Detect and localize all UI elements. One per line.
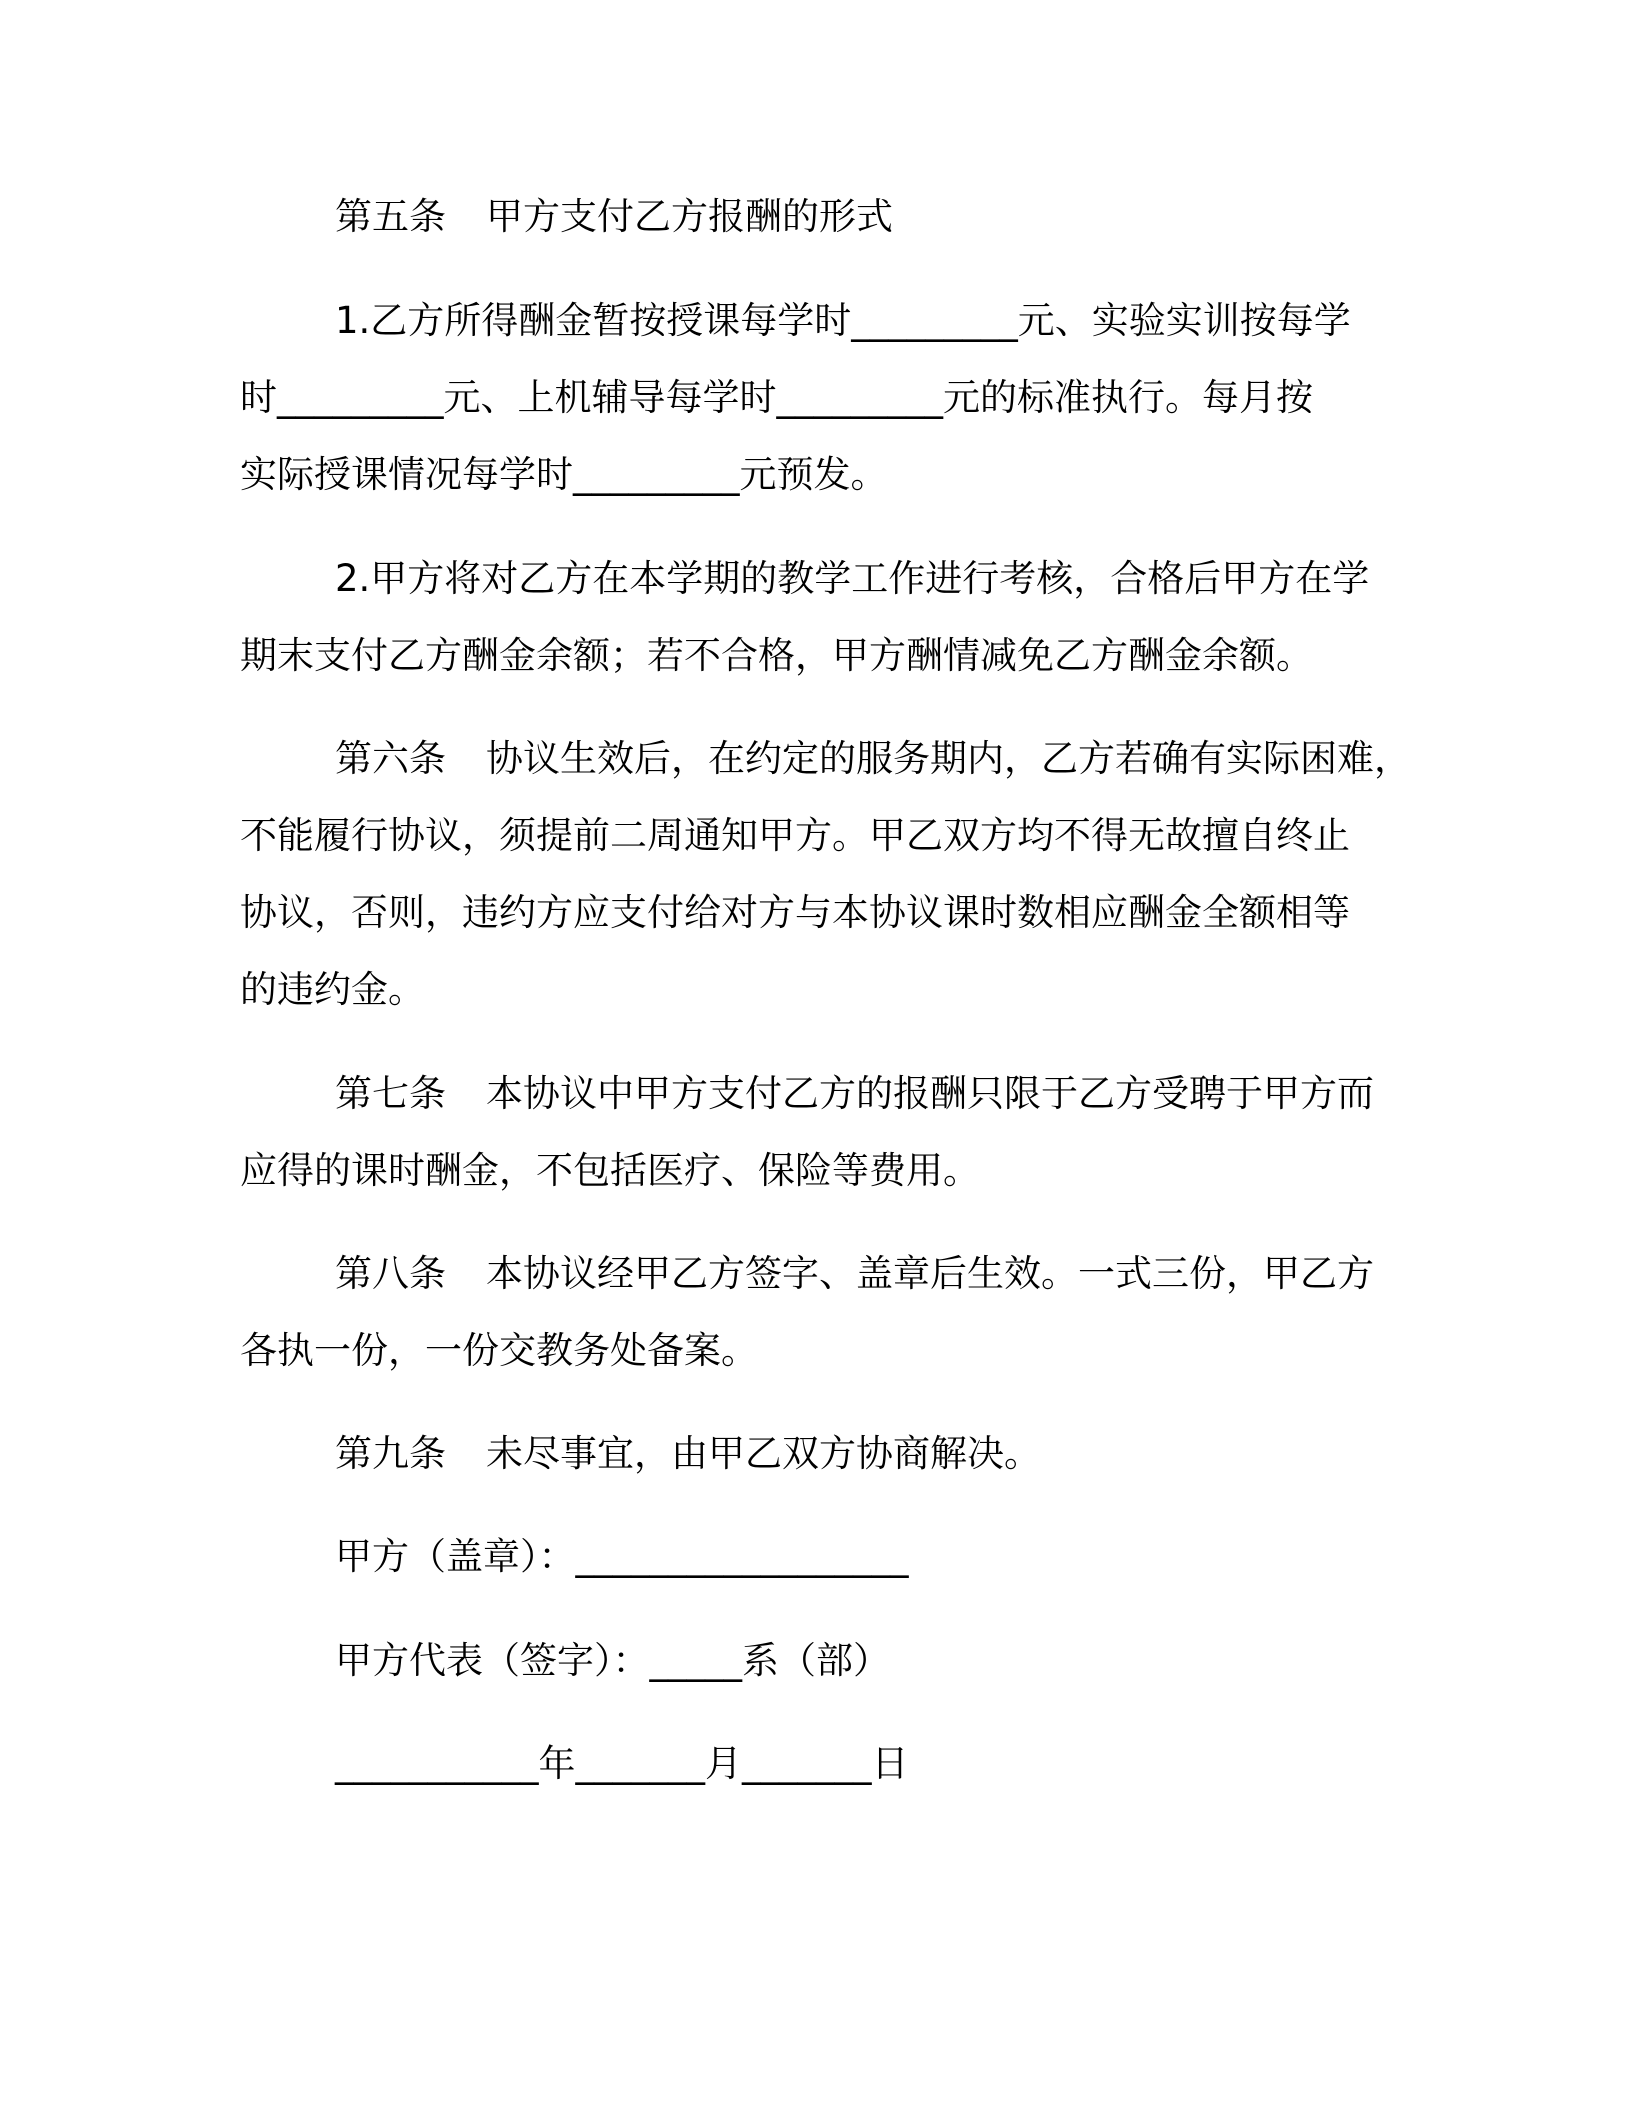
article-8-label: 第八条 — [335, 1252, 446, 1295]
article-7-label: 第七条 — [335, 1072, 446, 1115]
party-a-representative-line: 甲方代表（签字）：_____系（部） — [335, 1639, 890, 1682]
article-9 — [240, 1415, 1515, 1492]
article-5-item-2-line-2: 期末支付乙方酬金余额；若不合格，甲方酬情减免乙方酬金余额。 — [240, 634, 1313, 677]
article-7-line-1: 第七条 本协议中甲方支付乙方的报酬只限于乙方受聘于甲方而 — [335, 1072, 1374, 1115]
article-6 — [240, 720, 1420, 1028]
article-5-item-1-line-3: 实际授课情况每学时_________元预发。 — [240, 453, 888, 496]
article-5-heading — [240, 178, 1515, 255]
article-7-line-2: 应得的课时酬金，不包括医疗、保险等费用。 — [240, 1149, 980, 1192]
article-8-line-1: 第八条 本协议经甲乙方签字、盖章后生效。一式三份，甲乙方 — [335, 1252, 1374, 1295]
article-9-label: 第九条 — [335, 1432, 446, 1475]
article-6-line-3: 协议，否则，违约方应支付给对方与本协议课时数相应酬金全额相等 — [240, 891, 1350, 934]
article-6-label: 第六条 — [335, 737, 446, 780]
article-5-item-1-line-1: 1.乙方所得酬金暂按授课每学时_________元、实验实训按每学 — [335, 299, 1351, 342]
article-6-line-4: 的违约金。 — [240, 968, 425, 1011]
date-line: ___________年_______月_______日 — [335, 1742, 909, 1785]
party-a-seal-line: 甲方（盖章）：__________________ — [335, 1535, 909, 1578]
article-8 — [240, 1235, 1420, 1389]
article-5-label: 第五条 — [335, 195, 446, 238]
article-6-line-2: 不能履行协议，须提前二周通知甲方。甲乙双方均不得无故擅自终止 — [240, 814, 1350, 857]
article-5-item-1-line-2: 时_________元、上机辅导每学时_________元的标准执行。每月按 — [240, 376, 1313, 419]
article-7 — [240, 1055, 1420, 1209]
article-5-item-1 — [240, 282, 1420, 513]
article-8-line-2: 各执一份，一份交教务处备案。 — [240, 1329, 758, 1372]
article-5-item-2-line-1: 2.甲方将对乙方在本学期的教学工作进行考核，合格后甲方在学 — [335, 557, 1370, 600]
article-5-item-2 — [240, 540, 1420, 694]
article-9-text: 未尽事宜，由甲乙双方协商解决。 — [486, 1432, 1041, 1475]
article-5-title: 甲方支付乙方报酬的形式 — [486, 195, 893, 238]
article-6-line-1: 第六条 协议生效后，在约定的服务期内，乙方若确有实际困难， — [335, 737, 1411, 780]
